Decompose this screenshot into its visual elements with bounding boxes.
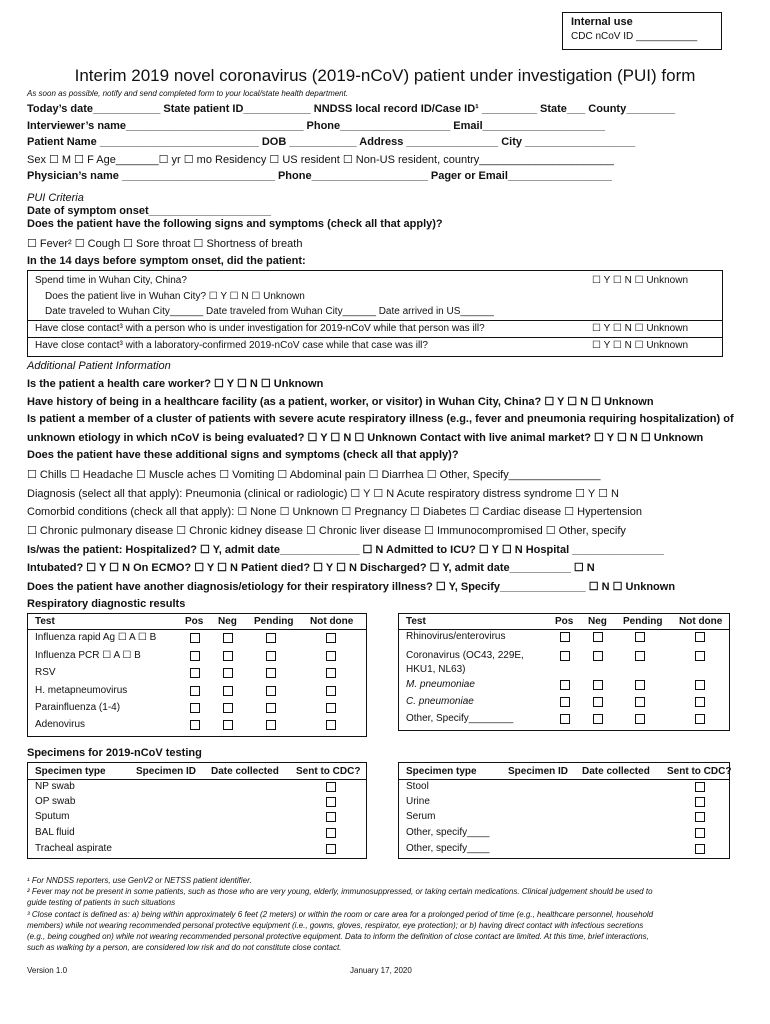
- header-row-sex-age[interactable]: Sex ☐ M ☐ F Age_______☐ yr ☐ mo Residency ☐ US resident ☐ Non-US resident, country______________________: [27, 154, 614, 166]
- header-row-dates[interactable]: Today’s date___________ State patient ID___________ NNDSS local record ID/Case ID¹ _________ State___ County________: [27, 103, 676, 115]
- spec-col-sent: Sent to CDC?: [296, 766, 361, 777]
- footnote-2a: ² Fever may not be present in some patients, such as those who are very young, elderly, immunosuppressed, or taking certain medications. Clinical judgement should be used to: [27, 887, 653, 896]
- additional-line-11[interactable]: Intubated? ☐ Y ☐ N On ECMO? ☐ Y ☐ N Patient died? ☐ Y ☐ N Discharged? ☐ Y, admit date__________ ☐ N: [27, 562, 595, 574]
- spec-col-type-r: Specimen type: [406, 766, 477, 777]
- additional-line-2[interactable]: Have history of being in a healthcare facility (as a patient, worker, or visitor) in Wuhan City, China? ☐ Y ☐ N ☐ Unknown: [27, 396, 654, 408]
- wuhan-q5: Have close contact³ with a laboratory-confirmed 2019-nCoV case while that case was ill?: [35, 340, 428, 351]
- spec-col-id-r: Specimen ID: [508, 766, 569, 777]
- resp-right-0: Rhinovirus/enterovirus: [406, 631, 506, 642]
- footnote-3a: ³ Close contact is defined as: a) being within approximately 6 feet (2 meters) or within the room or care area for a prolonged period of time (e.g., healthcare personnel, household: [27, 910, 654, 919]
- wuhan-q4-answer[interactable]: ☐ Y ☐ N ☐ Unknown: [592, 323, 689, 334]
- additional-line-1[interactable]: Is the patient a health care worker? ☐ Y ☐ N ☐ Unknown: [27, 378, 324, 390]
- version-label: Version 1.0: [27, 966, 68, 975]
- additional-line-4[interactable]: unknown etiology in which nCoV is being evaluated? ☐ Y ☐ N ☐ Unknown Contact with live animal market? ☐ Y ☐ N ☐ Unknown: [27, 432, 704, 444]
- col-pending: Pending: [254, 616, 294, 627]
- resp-table-left: [27, 613, 367, 737]
- wuhan-q1: Spend time in Wuhan City, China?: [35, 275, 187, 286]
- resp-left-5: Adenovirus: [35, 719, 86, 730]
- additional-line-6[interactable]: ☐ Chills ☐ Headache ☐ Muscle aches ☐ Vomiting ☐ Abdominal pain ☐ Diarrhea ☐ Other, Specify_______________: [27, 469, 601, 481]
- pui-criteria-heading: PUI Criteria: [27, 192, 84, 204]
- col-pending-r: Pending: [623, 616, 663, 627]
- resp-left-0[interactable]: Influenza rapid Ag ☐ A ☐ B: [35, 632, 157, 643]
- resp-right-1: Coronavirus (OC43, 229E, HKU1, NL63): [406, 650, 524, 675]
- additional-line-7[interactable]: Diagnosis (select all that apply): Pneumonia (clinical or radiologic) ☐ Y ☐ N Acute respiratory distress syndrome ☐ Y ☐ N: [27, 488, 619, 500]
- spec-right-2: Serum: [406, 811, 436, 822]
- footnote-3b: members) while not wearing recommended personal protective equipment (i.e., gowns, gloves, respirator, eye protection); or b) having direct contact with infectious secretions: [27, 921, 644, 930]
- additional-line-3: Is patient a member of a cluster of patients with severe acute respiratory illness (e.g., fever and pneumonia requiring hospitalization) of: [27, 413, 734, 425]
- col-test: Test: [35, 616, 55, 627]
- col-neg: Neg: [218, 616, 237, 627]
- spec-left-3: BAL fluid: [35, 827, 75, 838]
- col-pos: Pos: [185, 616, 204, 627]
- spec-col-id: Specimen ID: [136, 766, 197, 777]
- footnote-3c: (e.g., being coughed on) while not wearing recommended personal protective equipment. Data to inform the definition of close contact are limited. At this time, brief interactions,: [27, 932, 649, 941]
- resp-heading: Respiratory diagnostic results: [27, 598, 186, 610]
- symptom-onset-field[interactable]: Date of symptom onset____________________: [27, 205, 271, 217]
- resp-right-2: M. pneumoniae: [406, 679, 475, 690]
- symptoms-checkboxes[interactable]: ☐ Fever² ☐ Cough ☐ Sore throat ☐ Shortness of breath: [27, 238, 303, 250]
- resp-left-4: Parainfluenza (1-4): [35, 702, 121, 713]
- spec-left-4: Tracheal aspirate: [35, 843, 112, 854]
- col-notdone: Not done: [310, 616, 354, 627]
- footnote-3d: such as walking by a person, are considered low risk and do not constitute close contact.: [27, 943, 342, 952]
- resp-left-3: H. metapneumovirus: [35, 685, 128, 696]
- spec-left-1: OP swab: [35, 796, 76, 807]
- additional-line-10[interactable]: Is/was the patient: Hospitalized? ☐ Y, admit date_____________ ☐ N Admitted to ICU? ☐ Y ☐ N Hospital _______________: [27, 544, 664, 556]
- header-row-interviewer[interactable]: Interviewer’s name_____________________________ Phone__________________ Email____________________: [27, 120, 606, 132]
- form-subtitle: As soon as possible, notify and send completed form to your local/state health department.: [27, 89, 349, 98]
- specimens-table-left: [27, 762, 367, 859]
- spec-right-0: Stool: [406, 781, 429, 792]
- resp-left-1[interactable]: Influenza PCR ☐ A ☐ B: [35, 650, 141, 661]
- internal-use-label: Internal use: [571, 16, 633, 28]
- col-neg-r: Neg: [588, 616, 607, 627]
- cdc-id-field[interactable]: CDC nCoV ID ___________: [571, 31, 698, 42]
- resp-table-right: [398, 613, 730, 731]
- internal-use-box: [562, 12, 722, 50]
- additional-line-12[interactable]: Does the patient have another diagnosis/etiology for their respiratory illness? ☐ Y, Specify______________ ☐ N ☐ Unknown: [27, 581, 676, 593]
- form-title: Interim 2019 novel coronavirus (2019-nCoV) patient under investigation (PUI) form: [74, 66, 696, 85]
- spec-left-2: Sputum: [35, 811, 70, 822]
- col-notdone-r: Not done: [679, 616, 723, 627]
- resp-right-3: C. pneumoniae: [406, 696, 474, 707]
- form-date: January 17, 2020: [350, 966, 412, 975]
- days14-question: In the 14 days before symptom onset, did the patient:: [27, 255, 306, 267]
- additional-info-heading: Additional Patient Information: [27, 360, 171, 372]
- additional-line-9[interactable]: ☐ Chronic pulmonary disease ☐ Chronic kidney disease ☐ Chronic liver disease ☐ Immunocompromised ☐ Other, specify: [27, 525, 626, 537]
- additional-line-8[interactable]: Comorbid conditions (check all that apply): ☐ None ☐ Unknown ☐ Pregnancy ☐ Diabetes ☐ Cardiac disease ☐ Hypertension: [27, 506, 642, 518]
- additional-line-5: Does the patient have these additional signs and symptoms (check all that apply)?: [27, 449, 459, 461]
- specimens-heading: Specimens for 2019-nCoV testing: [27, 747, 202, 759]
- wuhan-q1-answer[interactable]: ☐ Y ☐ N ☐ Unknown: [592, 275, 689, 286]
- resp-right-4[interactable]: Other, Specify________: [406, 713, 514, 724]
- specimens-table-right: [398, 762, 730, 859]
- header-row-patient[interactable]: Patient Name __________________________ DOB ___________ Address _______________ City __________________: [27, 136, 636, 148]
- symptoms-question: Does the patient have the following signs and symptoms (check all that apply)?: [27, 218, 443, 230]
- resp-left-2: RSV: [35, 667, 56, 678]
- wuhan-q4: Have close contact³ with a person who is under investigation for 2019-nCoV while that person was ill?: [35, 323, 485, 334]
- spec-left-0: NP swab: [35, 781, 75, 792]
- wuhan-exposure-table: [27, 270, 723, 357]
- col-test-r: Test: [406, 616, 426, 627]
- wuhan-q3[interactable]: Date traveled to Wuhan City______ Date traveled from Wuhan City______ Date arrived in US______: [45, 306, 494, 317]
- spec-col-type: Specimen type: [35, 766, 106, 777]
- footnote-2b: guide testing of patients in such situations: [27, 898, 176, 907]
- wuhan-q2[interactable]: Does the patient live in Wuhan City? ☐ Y ☐ N ☐ Unknown: [45, 291, 305, 302]
- spec-col-date-r: Date collected: [582, 766, 650, 777]
- wuhan-q5-answer[interactable]: ☐ Y ☐ N ☐ Unknown: [592, 340, 689, 351]
- spec-right-1: Urine: [406, 796, 430, 807]
- footnote-1: ¹ For NNDSS reporters, use GenV2 or NETSS patient identifier.: [27, 876, 252, 885]
- spec-col-sent-r: Sent to CDC?: [667, 766, 732, 777]
- spec-right-3[interactable]: Other, specify____: [406, 827, 490, 838]
- spec-right-4[interactable]: Other, specify____: [406, 843, 490, 854]
- header-row-physician[interactable]: Physician’s name _________________________ Phone___________________ Pager or Email_________________: [27, 170, 612, 182]
- col-pos-r: Pos: [555, 616, 574, 627]
- spec-col-date: Date collected: [211, 766, 279, 777]
